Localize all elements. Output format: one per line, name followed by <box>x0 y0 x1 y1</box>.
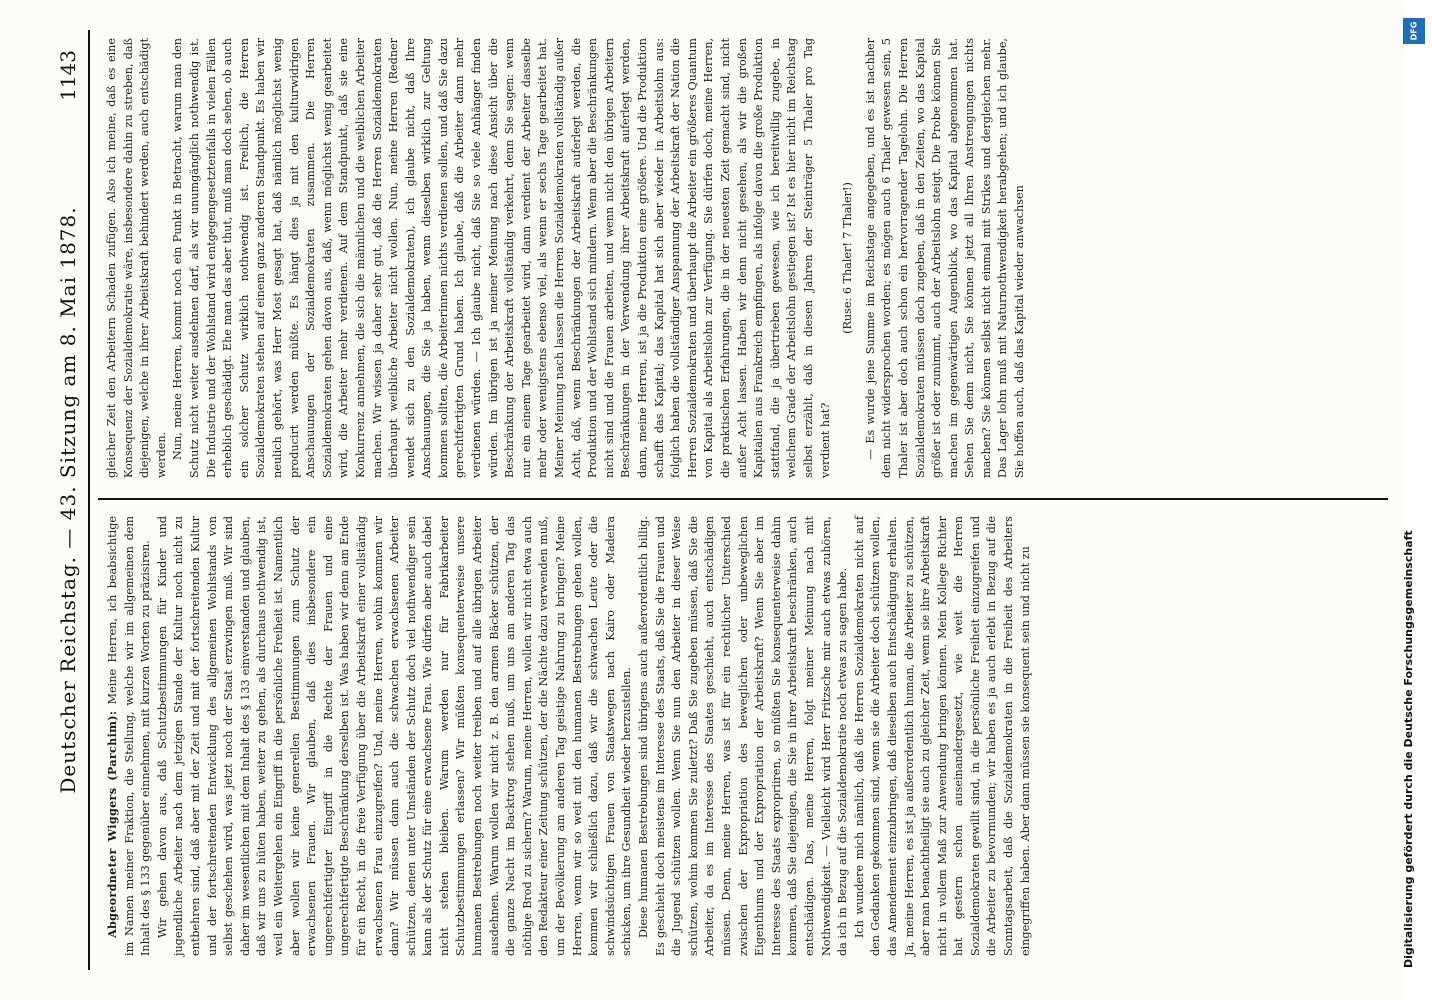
paragraph: Nun, meine Herren, kommt noch ein Punkt in Betracht, warum man den Schutz nicht weiter ausdehnen darf, als wir unumgänglich nothwendig ist. Die Industrie und der Wohlstand wird entgegengesetztenfalls in vielen Fällen erheblich geschädigt. Ehe man das aber thut, muß man doch sehen, ob auch ein solcher Schutz wirklich nothwendig ist. Freilich, die Herren Sozialdemokraten stehen auf einem ganz anderen Standpunkt. Es haben wir neulich gehört, was Herr Most gesagt hat, daß nämlich möglichst wenig producirt werden müßte. Es hängt dies ja mit den kulturwidrigen Anschauungen der Sozialdemokraten zusammen. Die Herren Sozialdemokraten gehen davon aus, daß, wenn möglichst wenig gearbeitet wird, die Arbeiter mehr verdienen. Auf dem Standpunkt, daß sie eine Konkurrenz annehmen, die sich die männlichen und die weiblichen Arbeiter machen. Wir wissen ja daher sehr gut, daß die Herren Sozialdemokraten überhaupt weibliche Arbeiter nicht wollen. Nun, meine Herren (Redner wendet sich zu den Sozialdemokraten), ich glaube nicht, daß Ihre Anschauungen, die Sie ja haben, wenn dieselben wirklich zur Geltung kommen sollten, die Arbeiterinnen nichts verdienen sollen, und daß Sie dazu gerechtfertigten Grund haben. Ich glaube, daß die Arbeiter dann mehr verdienen würden. — Ich glaube nicht, daß Sie so viele Anhänger finden würden. Im übrigen ist ja meiner Meinung nach diese Ansicht über die Beschränkung der Arbeitskraft vollständig verkehrt, denn Sie sagen: wenn nur ein einem Tage gearbeitet wird, dann verdient der Arbeiter dasselbe mehr oder wenigstens ebenso viel, als wenn er sechs Tage gearbeitet hat. Meiner Meinung nach lassen die Herren Sozialdemokraten vollständig außer Acht, daß, wenn Beschränkungen der Arbeitskraft auferlegt werden, die Produktion und der Wohlstand sich mindern. Wenn aber die Beschränkungen nicht sind und die Frauen arbeiten, und wenn nicht den übrigen Arbeitern Beschränkungen in der Verwendung ihrer Arbeitskraft auferlegt werden, dann, meine Herren, ist ja die Produktion eine größere. Und die Produktion schafft das Kapital; das Kapital hat sich aber wieder in Arbeitslohn aus: folglich haben die vollständiger Anspannung der Arbeitskraft der Nation die Herren Sozialdemokraten und überhaupt die Arbeiter ein größeres Quantum von Kapital als Arbeitslohn zur Verfügung. Sie dürfen doch, meine Herren, die praktischen Erfahrungen, die in der neuesten Zeit gemacht sind, nicht außer Acht lassen. Haben wir denn nicht gesehen, als wir die großen Kapitalien aus Frankreich empfingen, als infolge davon die große Produktion stattfand, die ja übertrieben gewesen, wie ich bereitwillig zugebe, in welchem Grade der Arbeitslohn gestiegen ist? Ist es hier nicht im Reichstag selbst erzählt, daß in diesen Jahren der Steinträger 5 Thaler pro Tag verdient hat? <box>171 38 832 478</box>
paragraph: gleicher Zeit den Arbeitern Schaden zufügen. Also ich meine, daß es eine Konsequenz der Sozialdemokratie wäre, insbesondere dahin zu streben, daß diejenigen, welche in ihrer Arbeitskraft behindert werden, auch entschädigt werden. <box>105 38 168 478</box>
rotated-page-content <box>48 30 1388 970</box>
interjection: (Ruse: 6 Thaler! 7 Thaler!) <box>841 182 855 334</box>
dfg-logo-text: DFG <box>1408 21 1418 41</box>
left-column <box>104 516 1034 956</box>
paragraph-text: Meine Herren, ich beabsichtige im Namen meiner Fraktion, die Stellung, welche wir im allgemeinen dem Inhalt des § 133 gegenüber einnehmen, mit kurzen Worten zu präzisiren. <box>106 516 153 956</box>
dfg-logo <box>1403 18 1425 44</box>
running-head: Deutscher Reichstag. — 43. Sitzung am 8. Mai 1878. <box>56 206 80 794</box>
paragraph: Ich wundere mich nämlich, daß die Herren Sozialdemokraten nicht auf den Gedanken gekommen sind, wenn sie die Arbeiter doch schützen wollen, das Amendement einzubringen, daß dieselben auch Entschädigung erhalten. Ja, meine Herren, es ist ja außerordentlich human, die Arbeiter zu schützen, aber man benachtheiligt sie auch zu gleicher Zeit, wenn sie ihre Arbeitskraft nicht in vollem Maß zur Anwendung bringen können. Mein Kollege Richter hat gestern schon auseinandergesetzt, wie weit die Herren Sozialdemokraten gewillt sind, in die persönliche Freiheit einzugreifen und die Arbeiter zu bevormunden; wir haben es ja auch erlebt in Bezug auf die Sonntagsarbeit, daß die Sozialdemokraten in die Freiheit des Arbeiters eingegriffen haben. Aber dann müssen sie konsequent sein und nicht zu <box>852 516 1032 956</box>
digitization-credit: Digitalisierung gefördert durch die Deutsche Forschungsgemeinschaft <box>1402 530 1415 968</box>
paragraph: — Es wurde jene Summe im Reichstage angegeben, und es ist nachher dem nicht widersprochen worden; es mögen auch 6 Thaler gewesen sein, 5 Thaler ist aber doch auch schon ein hervorragender Tagelohn. Die Herren Sozialdemokraten müssen doch zugeben, daß in den Zeiten, wo das Kapital größer ist oder zunimmt, auch der Arbeitslohn steigt. Die Probe können Sie machen im gegenwärtigen Augenblick, wo das Kapital abgenommen hat. Sehen Sie denn nicht, Sie können jetzt all Ihren Anstrengungen nichts machen? Sie können selbst nicht einmal mit Strikes und dergleichen mehr. Das Lager lohn muß mit Naturnothwendigkeit herabgehen; und ich glaube, Sie hoffen auch, daß das Kapital wieder anwachsen <box>863 38 1027 478</box>
paragraph: Wir gehen davon aus, daß Schutzbestimmungen für Kinder und jugendliche Arbeiter nach dem jetzigen Stande der Kultur noch nicht zu entbehren sind, daß aber mit der Zeit und mit der fortschreitenden Kultur und der fortschreitenden Entwicklung des allgemeinen Wohlstands von selbst geschehen wird, was jetzt noch der Staat erzwingen muß. Wir sind daher im wesentlichen mit dem Inhalt des § 133 einverstanden und glauben, daß wir uns zu hüten haben, weiter zu gehen, als durchaus nothwendig ist, weil ein Weitergehen ein Eingriff in die persönliche Freiheit ist. Namentlich aber wollen wir keine generellen Bestimmungen zum Schutz der erwachsenen Frauen. Wir glauben, daß dies insbesondere ein ungerechtfertigter Eingriff in die Rechte der Frauen und eine ungerechtfertigte Beschränkung derselben ist. Was haben wir denn am Ende für ein Recht, in die freie Verfügung über die Arbeitskraft einer vollständig erwachsenen Frau einzugreifen? Und, meine Herren, wohin kommen wir dann? Wir müssen dann auch die schwachen erwachsenen Arbeiter schützen, denen unter Umständen der Schutz doch viel nothwendiger sein kann als der Schutz für eine erwachsene Frau. Wie dürfen aber auch dabei nicht stehen bleiben. Warum werden nur für Fabrikarbeiter Schutzbestimmungen erlassen? Wir müßten konsequenterweise unsere humanen Bestrebungen noch weiter treiben und auf alle übrigen Arbeiter ausdehnen. Warum wollen wir nicht z. B. den armen Bäcker schützen, der die ganze Nacht im Backtrog stehen muß, um uns am anderen Tag das nöthige Brod zu sichern? Warum, meine Herren, wollen wir nicht etwa auch den Redakteur einer Zeitung schützen, der die Nächte dazu verwenden muß, um der Bevölkerung am anderen Tag geistige Nahrung zu bringen? Meine Herren, wenn wir so weit mit den humanen Bestrebungen gehen wollen, kommen wir schließlich dazu, daß wir die schwachen Leute oder die schwindsüchtigen Frauen von Staatswegen nach Kairo oder Madeira schicken, um ihre Gesundheit wieder herzustellen. <box>155 516 634 956</box>
right-column <box>104 38 1029 478</box>
paragraph: Diese humanen Bestrebungen sind übrigens auch außerordentlich billig. Es geschieht doch meistens im Interesse des Staats, daß Sie die Frauen und die Jugend schützen wollen. Wenn Sie nun den Arbeiter in dieser Weise schützen, wohin kommen Sie zuletzt? Daß Sie zugeben müssen, daß Sie die Arbeiter, da es im Interesse des Staates geschieht, auch entschädigen müssen. Denn, meine Herren, was ist für ein rechtlicher Unterschied zwischen der Expropriation des beweglichen oder unbeweglichen Eigenthums und der Expropriation der Arbeitskraft? Wenn Sie aber im Interesse des Staats expropriiren, so müßten Sie konsequenterweise dahin kommen, daß Sie diejenigen, die Sie in ihrer Arbeitskraft beschränken, auch entschädigen. Das, meine Herren, folgt meiner Meinung nach mit Nothwendigkeit. — Vielleicht wird Herr Fritzsche mir auch etwas zuhören, da ich in Bezug auf die Sozialdemokratie noch etwas zu sagen habe. <box>637 516 850 956</box>
page-number: 1143 <box>56 50 80 101</box>
page-header <box>54 30 84 970</box>
header-rule <box>88 30 90 970</box>
speaker-name: Abgeordneter Wiggers (Parchim): <box>105 710 119 938</box>
column-divider <box>98 498 1388 500</box>
paragraph <box>104 516 155 956</box>
